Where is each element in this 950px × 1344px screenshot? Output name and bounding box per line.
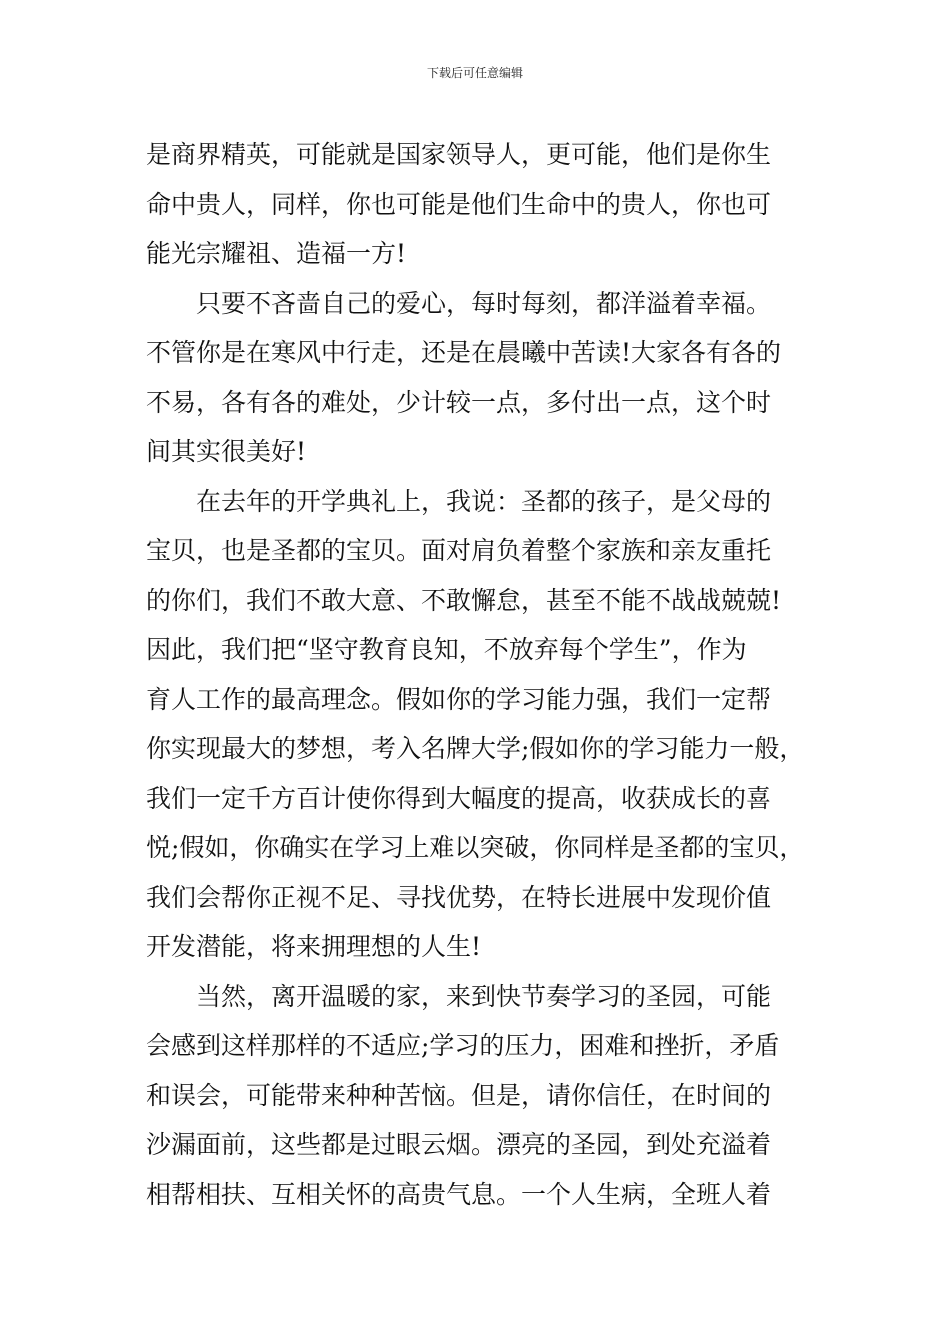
text-line: 当然，离开温暖的家，来到快节奏学习的圣园，可能 — [196, 981, 772, 1011]
document-body — [146, 130, 811, 1219]
text-line: 沙漏面前，这些都是过眼云烟。漂亮的圣园，到处充溢着 — [146, 1130, 772, 1159]
text-line: 我们会帮你正视不足、寻找优势，在特长进展中发现价值 — [146, 882, 772, 912]
text-line: 会感到这样那样的不适应;学习的压力，困难和挫折，矛盾 — [146, 1031, 780, 1060]
text-line: 开发潜能，将来拥理想的人生! — [146, 932, 482, 961]
text-line: 我们一定千方百计使你得到大幅度的提高，收获成长的喜 — [146, 783, 772, 813]
text-line: 的你们，我们不敢大意、不敢懈怠，甚至不能不战战兢兢! — [146, 585, 782, 615]
text-line: 相帮相扶、互相关怀的高贵气息。一个人生病，全班人着 — [146, 1179, 772, 1209]
text-line: 只要不吝啬自己的爱心，每时每刻，都洋溢着幸福。 — [196, 288, 772, 318]
paragraph-2 — [146, 279, 811, 477]
text-line: 在去年的开学典礼上，我说：圣都的孩子，是父母的 — [196, 486, 772, 516]
paragraph-1 — [146, 130, 811, 279]
paragraph-3 — [146, 477, 811, 972]
text-line: 不管你是在寒风中行走，还是在晨曦中苦读!大家各有各的 — [146, 338, 782, 367]
text-line: 宝贝，也是圣都的宝贝。面对肩负着整个家族和亲友重托 — [146, 536, 772, 565]
text-line: 能光宗耀祖、造福一方! — [146, 239, 407, 268]
page-header: 下载后可任意编辑 — [426, 66, 523, 80]
text-line: 悦;假如，你确实在学习上难以突破，你同样是圣都的宝贝， — [146, 833, 805, 862]
text-line: 育人工作的最高理念。假如你的学习能力强，我们一定帮 — [146, 684, 772, 714]
paragraph-4 — [146, 972, 811, 1220]
text-line: 和误会，可能带来种种苦恼。但是，请你信任，在时间的 — [146, 1080, 772, 1110]
text-line: 是商界精英，可能就是国家领导人，更可能，他们是你生 — [146, 140, 772, 169]
text-line: 因此，我们把“坚守教育良知，不放弃每个学生”，作为 — [146, 635, 747, 664]
text-line: 命中贵人，同样，你也可能是他们生命中的贵人，你也可 — [146, 189, 772, 219]
text-line: 间其实很美好! — [146, 437, 307, 466]
text-line: 你实现最大的梦想，考入名牌大学;假如你的学习能力一般， — [146, 734, 805, 763]
text-line: 不易，各有各的难处，少计较一点，多付出一点，这个时 — [146, 387, 772, 417]
